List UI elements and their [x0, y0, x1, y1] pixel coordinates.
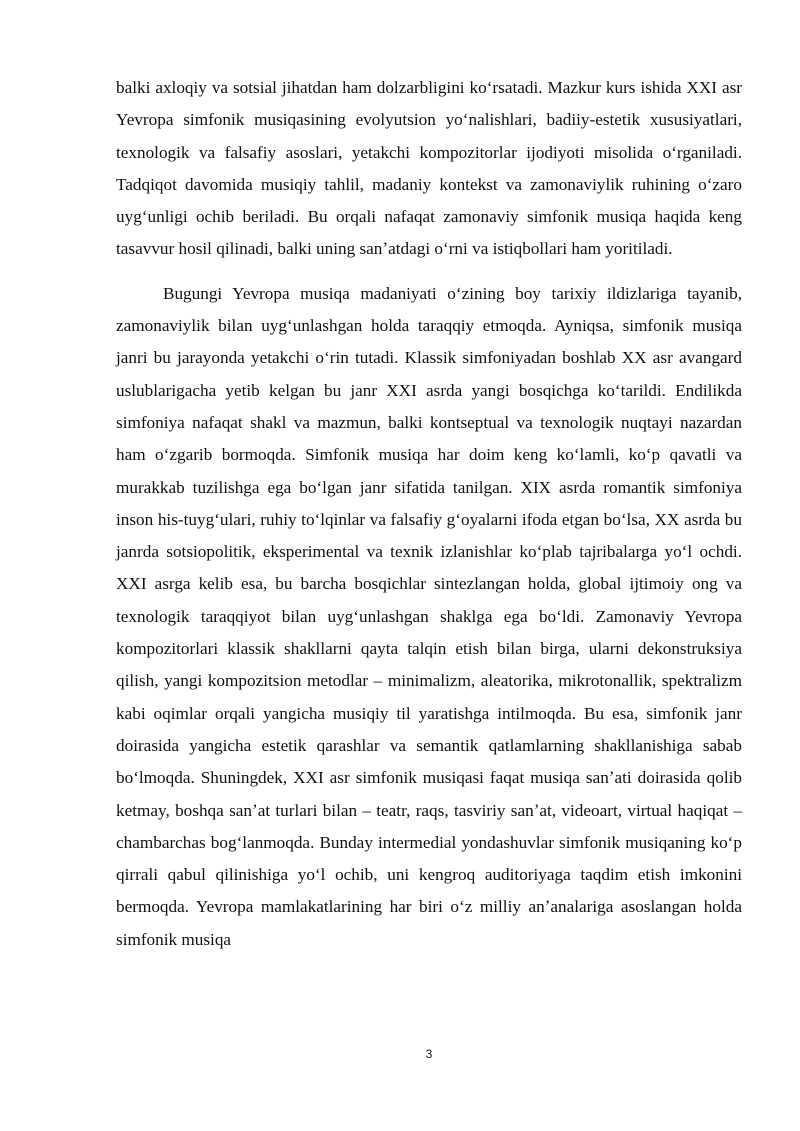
- page-number: 3: [425, 1047, 433, 1061]
- paragraph-2: Bugungi Yevropa musiqa madaniyati oʻzining boy tarixiy ildizlariga tayanib, zamonaviylik bilan uygʻunlashgan holda taraqqiy etmoqda. Ayniqsa, simfonik musiqa janri bu jarayonda yetakchi oʻrin tutadi. Klassik simfoniyadan boshlab XX asr avangard uslublarigacha yetib kelgan bu janr XXI asrda yangi bosqichga koʻtarildi. Endilikda simfoniya nafaqat shakl va mazmun, balki kontseptual va texnologik nuqtayi nazardan ham oʻzgarib bormoqda. Simfonik musiqa har doim keng koʻlamli, koʻp qavatli va murakkab tuzilishga ega boʻlgan janr sifatida tanilgan. XIX asrda romantik simfoniya inson his-tuygʻulari, ruhiy toʻlqinlar va falsafiy gʻoyalarni ifoda etgan boʻlsa, XX asrda bu janrda sotsiopolitik, eksperimental va texnik izlanishlar koʻplab tajribalarga yoʻl ochdi. XXI asrga kelib esa, bu barcha bosqichlar sintezlangan holda, global ijtimoiy ong va texnologik taraqqiyot bilan uygʻunlashgan shaklga ega boʻldi. Zamonaviy Yevropa kompozitorlari klassik shakllarni qayta talqin etish bilan birga, ularni dekonstruksiya qilish, yangi kompozitsion metodlar – minimalizm, aleatorika, mikrotonallik, spektralizm kabi oqimlar orqali yangicha musiqiy til yaratishga intilmoqda. Bu esa, simfonik janr doirasida yangicha estetik qarashlar va semantik qatlamlarning shakllanishiga sabab boʻlmoqda. Shuningdek, XXI asr simfonik musiqasi faqat musiqa sanʼati doirasida qolib ketmay, boshqa sanʼat turlari bilan – teatr, raqs, tasviriy sanʼat, videoart, virtual haqiqat – chambarchas bogʻlanmoqda. Bunday intermedial yondashuvlar simfonik musiqaning koʻp qirrali qabul qilinishiga yoʻl ochib, uni kengroq auditoriyaga taqdim etish imkonini bermoqda. Yevropa mamlakatlarining har biri oʻz milliy anʼanalariga asoslangan holda simfonik musiqa: [116, 283, 742, 949]
- body-text: [116, 72, 742, 956]
- paragraph-1: balki axloqiy va sotsial jihatdan ham dolzarbligini koʻrsatadi. Mazkur kurs ishida XXI asr Yevropa simfonik musiqasining evolyutsion yoʻnalishlari, badiiy-estetik xususiyatlari, texnologik va falsafiy asoslari, yetakchi kompozitorlar ijodiyoti misolida oʻrganiladi. Tadqiqot davomida musiqiy tahlil, madaniy kontekst va zamonaviylik ruhining oʻzaro uygʻunligi ochib beriladi. Bu orqali nafaqat zamonaviy simfonik musiqa haqida keng tasavvur hosil qilinadi, balki uning sanʼatdagi oʻrni va istiqbollari ham yoritiladi.: [116, 78, 742, 259]
